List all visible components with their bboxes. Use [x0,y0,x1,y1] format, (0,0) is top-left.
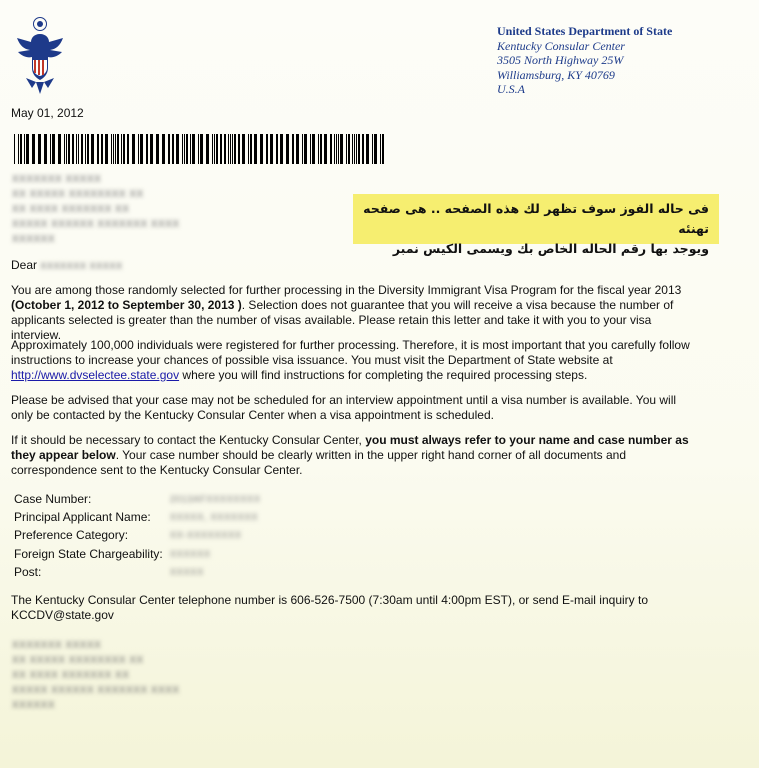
p1-text-c: . Selection does not guarantee that you will receive a visa because the number of applicants selected is greater than the number of visas available. Please retain this letter and take it with you to your visa interview. [11,298,674,342]
address-line: XXXXX XXXXXX XXXXXXX XXXX [12,219,180,230]
applicant-name-label: Principal Applicant Name: [14,510,151,525]
case-info-row [14,545,261,563]
address-line: XX XXXXX XXXXXXXX XX [12,189,144,200]
note-line-1: فى حاله الفوز سوف تظهر لك هذه الصفحه .. هى صفحه تهنئه [363,201,709,236]
greeting [11,258,701,274]
case-info-table [14,490,261,581]
paragraph-contact [11,433,701,478]
address-line: XXXXXXX XXXXX [12,640,102,651]
chargeability-value: XXXXXX [170,548,211,559]
paragraph-instructions [11,338,701,383]
p4-bold: you must always refer to your name and case number as they appear below [11,433,689,462]
barcode [14,134,389,164]
letter-date: May 01, 2012 [11,106,84,120]
department-name: United States Department of State [497,24,673,38]
greeting-name: XXXXXXX XXXXX [40,261,123,271]
city-state-zip: Williamsburg, KY 40769 [497,67,615,82]
address-line: XX XXXX XXXXXXX XX [12,670,130,681]
great-seal-emblem [14,16,66,96]
address-line: XXXXXXX XXXXX [12,174,102,185]
p4-text-a: If it should be necessary to contact the Kentucky Consular Center, [11,433,362,447]
chargeability-label: Foreign State Chargeability: [14,546,163,561]
p1-text-a: You are among those randomly selected for further processing in the Diversity Immigrant Visa Program for the fiscal year 2013 [11,283,682,297]
street-address: 3505 North Highway 25W [497,53,624,67]
post-label: Post: [14,564,42,579]
note-line-2: ويوجد بها رقم الحاله الخاص بك ويسمى الكيس نمبر [392,241,709,256]
p2-text-b: where you will find instructions for completing the required processing steps. [179,368,588,382]
case-info-row [14,490,261,508]
case-info-row [14,508,261,526]
case-info-row [14,563,261,581]
paragraph-phone: The Kentucky Consular Center telephone number is 606-526-7500 (7:30am until 4:00pm EST), or send E-mail inquiry to KCCDV@state.gov [11,593,649,622]
address-line: XX XXXXX XXXXXXXX XX [12,655,144,666]
case-info-row [14,526,261,544]
p4-text-c: . Your case number should be clearly written in the upper right hand corner of all documents and correspondence sent to the Kentucky Consular Center. [11,448,627,477]
center-name: Kentucky Consular Center [497,38,625,53]
address-line: XX XXXX XXXXXXX XX [12,204,130,215]
greeting-word: Dear [11,258,38,272]
dvselectee-link[interactable]: http://www.dvselectee.state.gov [11,368,180,382]
p2-text-a: Approximately 100,000 individuals were registered for further processing. Therefore, it is most important that you carefully follow instructions to increase your chances of possible visa issuance. You must visit the Department of State website at [11,338,690,367]
p1-dates: (October 1, 2012 to September 30, 2013 ) [11,298,242,312]
address-line: XXXXXX [12,234,56,245]
arabic-annotation-note [353,194,719,256]
address-line: XXXXXX [12,700,56,711]
paragraph-appointment: Please be advised that your case may not be scheduled for an interview appointment until a visa number is available. You will only be contacted by the Kentucky Consular Center when a visa appointment is scheduled. [11,393,677,422]
post-value: XXXXX [170,566,205,577]
country: U.S.A [497,82,525,96]
address-line: XXXXX XXXXXX XXXXXXX XXXX [12,685,180,696]
footer-address-block [12,638,180,713]
sender-address-block [497,24,697,97]
case-number-value: 2013AFXXXXXXXX [170,494,261,504]
applicant-name-value: XXXXX, XXXXXXX [170,512,259,523]
paragraph-selection [11,283,701,343]
case-number-label: Case Number: [14,492,92,506]
recipient-address-block [12,172,180,247]
preference-category-value: XX-XXXXXXXX [170,530,242,541]
preference-category-label: Preference Category: [14,528,129,543]
